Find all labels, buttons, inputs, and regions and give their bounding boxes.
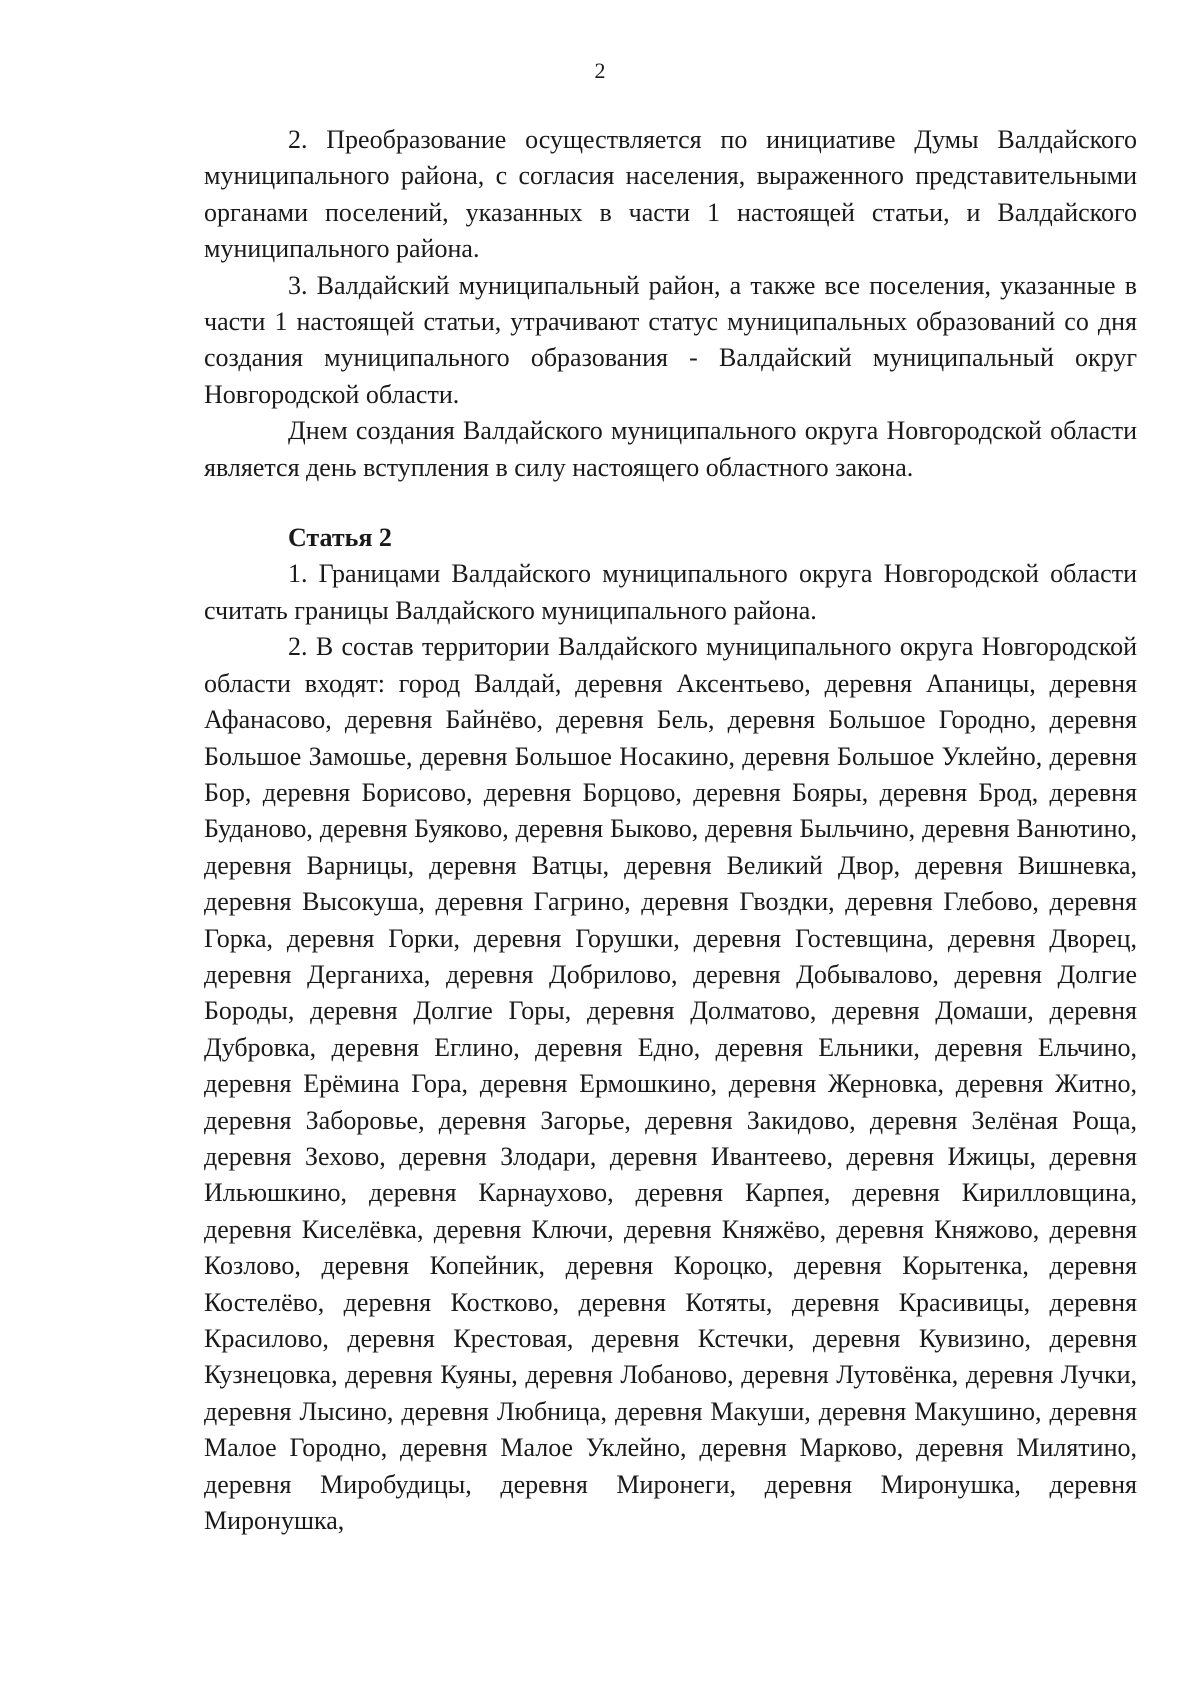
page-number: 2 bbox=[594, 58, 606, 83]
article2-heading: Статья 2 bbox=[288, 523, 392, 553]
section-spacer bbox=[204, 486, 1137, 520]
article1-paragraph-4: Днем создания Валдайского муниципального округа Новгородской области является день вступления в силу настоящего областного закона. bbox=[204, 416, 1137, 482]
article2-paragraph-2-settlement-list: 2. В состав территории Валдайского муниципального округа Новгородской области входят: город Валдай, деревня Аксентьево, деревня Апаницы, деревня Афанасово, деревня Байнёво, деревня Бель, деревня Большое Городно, деревня Большое Замошье, деревня Большое Носакино, деревня Большое Уклейно, деревня Бор, деревня Борисово, деревня Борцово, деревня Бояры, деревня Брод, деревня Буданово, деревня Буяково, деревня Быково, деревня Быльчино, деревня Ванютино, деревня Варницы, деревня Ватцы, деревня Великий Двор, деревня Вишневка, деревня Высокуша, деревня Гагрино, деревня Гвоздки, деревня Глебово, деревня Горка, деревня Горки, деревня Горушки, деревня Гостевщина, деревня Дворец, деревня Дерганиха, деревня Добрилово, деревня Добывалово, деревня Долгие Бороды, деревня Долгие Горы, деревня Долматово, деревня Домаши, деревня Дубровка, деревня Еглино, деревня Едно, деревня Ельники, деревня Ельчино, деревня Ерёмина Гора, деревня Ермошкино, деревня Жерновка, деревня Житно, деревня Заборовье, деревня Загорье, деревня Закидово, деревня Зелёная Роща, деревня Зехово, деревня Злодари, деревня Ивантеево, деревня Ижицы, деревня Ильюшкино, деревня Карнаухово, деревня Карпея, деревня Кирилловщина, деревня Киселёвка, деревня Ключи, деревня Княжёво, деревня Княжово, деревня Козлово, деревня Копейник, деревня Короцко, деревня Корытенка, деревня Костелёво, деревня Костково, деревня Котяты, деревня Красивицы, деревня Красилово, деревня Крестовая, деревня Кстечки, деревня Кувизино, деревня Кузнецовка, деревня Куяны, деревня Лобаново, деревня Лутовёнка, деревня Лучки, деревня Лысино, деревня Любница, деревня Макуши, деревня Макушино, деревня Малое Городно, деревня Малое Уклейно, деревня Марково, деревня Милятино, деревня Миробудицы, деревня Миронеги, деревня Миронушка, деревня Миронушка, bbox=[204, 632, 1137, 1536]
article2-paragraph-1: 1. Границами Валдайского муниципального округа Новгородской области считать границы Валдайского муниципального района. bbox=[204, 559, 1137, 625]
document-body bbox=[204, 122, 1137, 1539]
article1-paragraph-2: 2. Преобразование осуществляется по инициативе Думы Валдайского муниципального района, с согласия населения, выраженного представительными органами поселений, указанных в части 1 настоящей статьи, и Валдайского муниципального района. bbox=[204, 125, 1137, 264]
article1-paragraph-3: 3. Валдайский муниципальный район, а также все поселения, указанные в части 1 настоящей статьи, утрачивают статус муниципальных образований со дня создания муниципального образования - Валдайский муниципальный округ Новгородской области. bbox=[204, 270, 1137, 409]
